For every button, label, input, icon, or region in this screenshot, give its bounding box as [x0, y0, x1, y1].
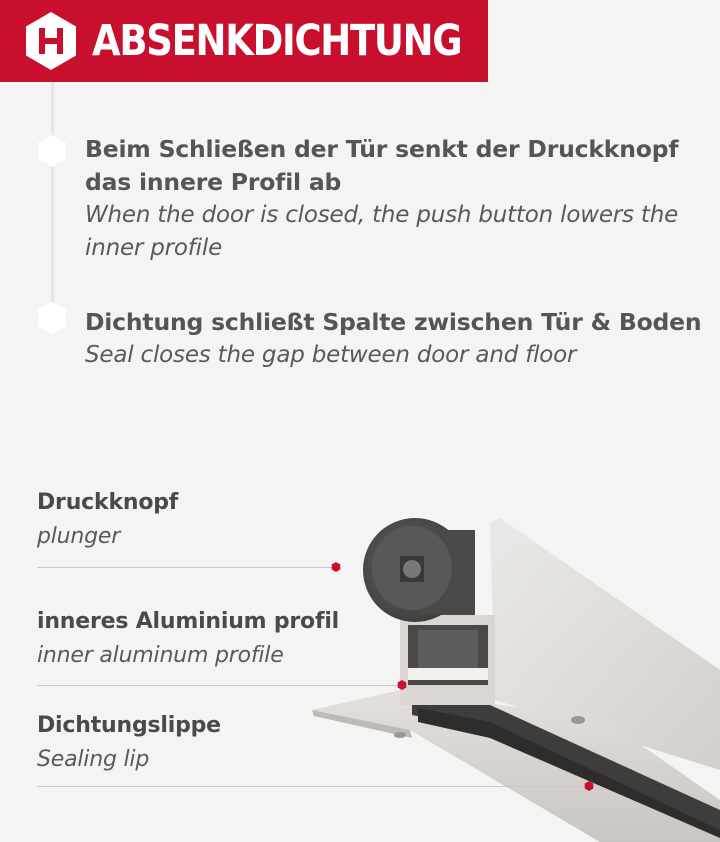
- timeline-line: [51, 82, 54, 312]
- red-hexagon-marker-icon: [584, 781, 594, 791]
- bullet-item: [85, 133, 705, 265]
- label-text-de: Dichtungslippe: [37, 713, 221, 738]
- label-sealing-lip: [37, 709, 367, 777]
- bullet-text-en: When the door is closed, the push button lowers the inner profile: [85, 202, 679, 261]
- label-text-en: plunger: [37, 524, 121, 549]
- bullet-text-de: Dichtung schließt Spalte zwischen Tür & Boden: [85, 308, 702, 336]
- red-hexagon-marker-icon: [331, 562, 341, 572]
- label-plunger: [37, 486, 367, 554]
- leader-line: [37, 567, 335, 568]
- title-banner: [0, 0, 488, 82]
- hexagon-h-logo-icon: [20, 10, 82, 72]
- bullet-text-de: Beim Schließen der Tür senkt der Druckknopf das innere Profil ab: [85, 135, 679, 196]
- hexagon-bullet-icon: [33, 299, 71, 337]
- label-text-de: Druckknopf: [37, 490, 179, 515]
- hexagon-bullet-icon: [33, 132, 71, 170]
- leader-line: [37, 685, 403, 686]
- bullet-text-en: Seal closes the gap between door and floor: [85, 342, 577, 368]
- bullet-item: [85, 306, 705, 372]
- label-text-en: Sealing lip: [37, 747, 150, 772]
- red-hexagon-marker-icon: [397, 680, 407, 690]
- label-text-de: inneres Aluminium profil: [37, 609, 340, 634]
- label-text-en: inner aluminum profile: [37, 643, 284, 668]
- page-title: ABSENKDICHTUNG: [92, 16, 462, 66]
- leader-line: [37, 786, 587, 787]
- label-inner-profile: [37, 605, 367, 673]
